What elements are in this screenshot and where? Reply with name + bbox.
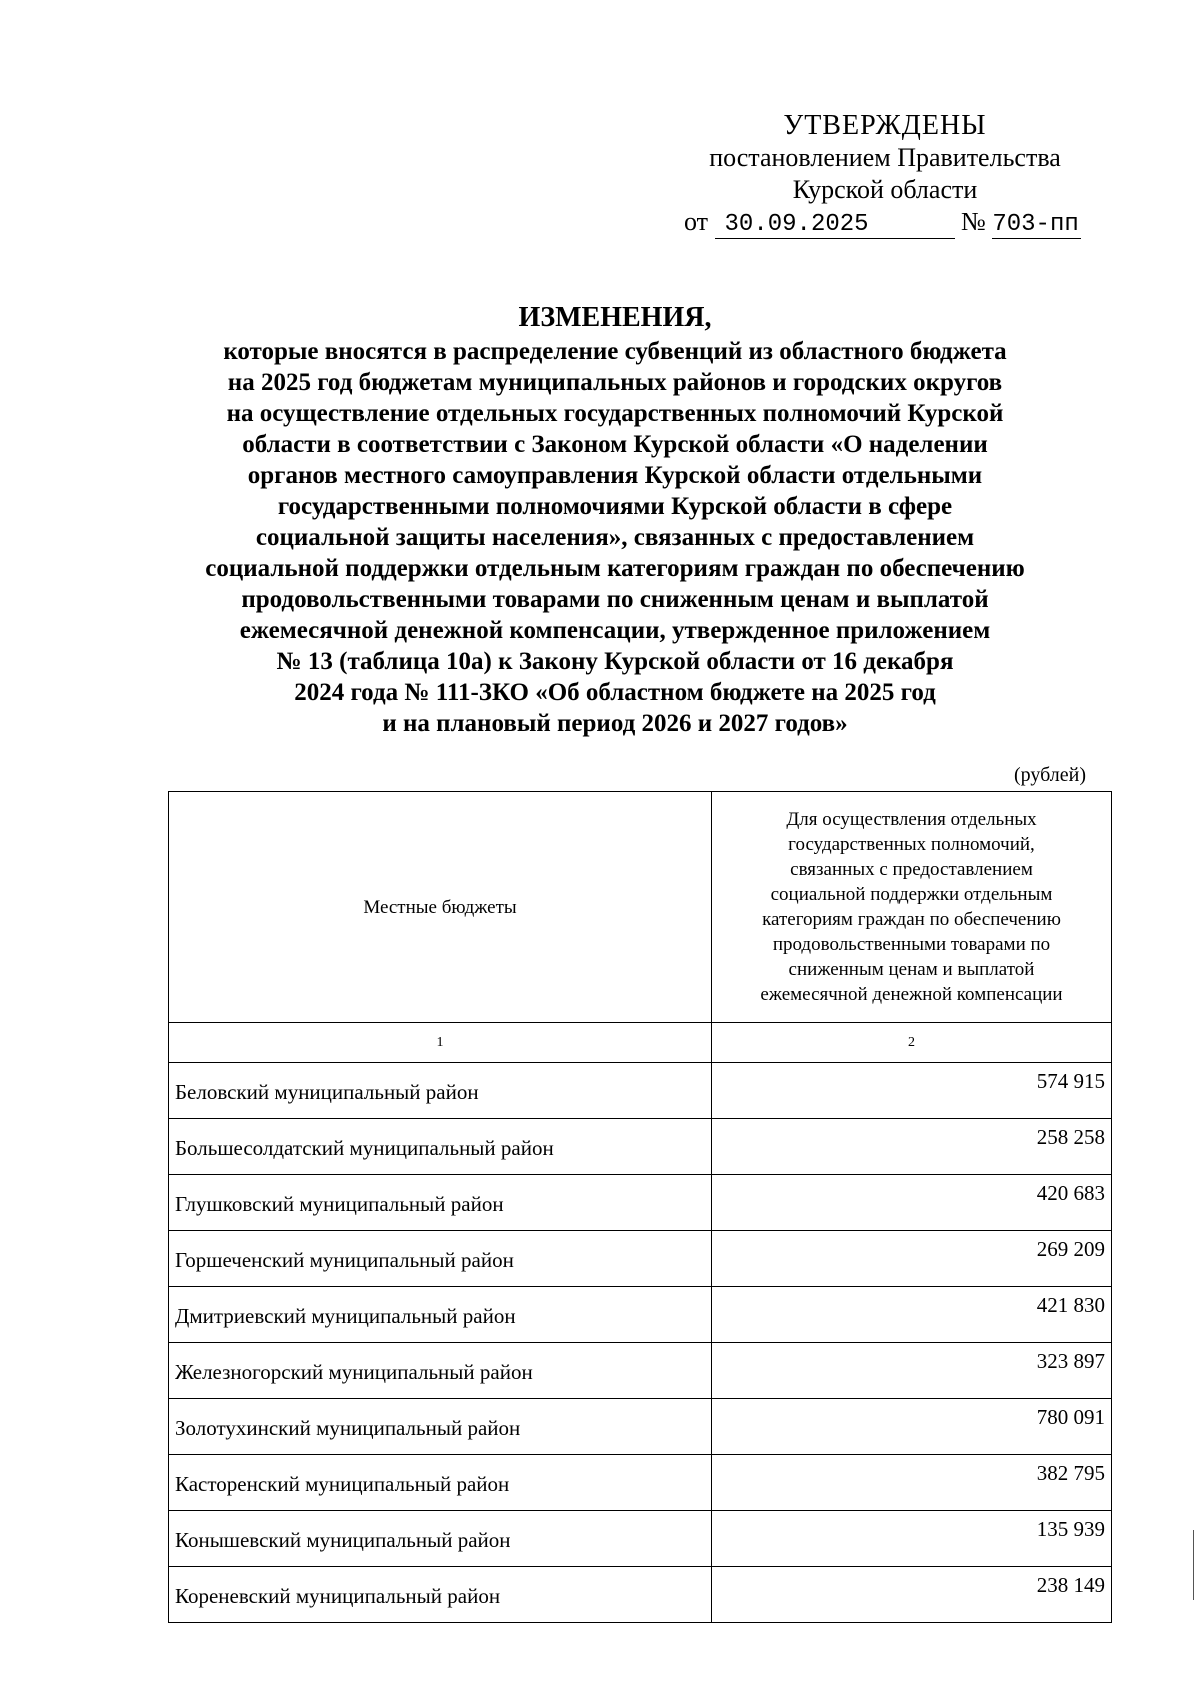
table-row xyxy=(169,1063,1112,1119)
budget-name: Дмитриевский муниципальный район xyxy=(169,1287,712,1343)
heading-line: 2024 года № 111-ЗКО «Об областном бюджете на 2025 год xyxy=(294,679,936,706)
budget-amount: 258 258 xyxy=(712,1119,1112,1175)
header-line: сниженным ценам и выплатой xyxy=(788,959,1035,980)
heading-line: социальной защиты населения», связанных с предоставлением xyxy=(255,524,975,551)
number-prefix: № xyxy=(961,207,986,236)
budget-name: Конышевский муниципальный район xyxy=(169,1511,712,1567)
column-number: 1 xyxy=(169,1023,712,1063)
table-row xyxy=(169,1119,1112,1175)
header-line: категориям граждан по обеспечению xyxy=(762,909,1061,930)
budget-name: Кореневский муниципальный район xyxy=(169,1567,712,1623)
date-prefix: от xyxy=(684,207,709,236)
approval-number: 703-пп xyxy=(992,211,1079,238)
heading-line: ежемесячной денежной компенсации, утвержденное приложением xyxy=(239,617,991,644)
table-row xyxy=(169,1287,1112,1343)
budget-amount: 420 683 xyxy=(712,1175,1112,1231)
column-number: 2 xyxy=(712,1023,1112,1063)
budget-table xyxy=(168,791,1112,1623)
document-heading xyxy=(150,300,1080,739)
budget-amount: 135 939 xyxy=(712,1511,1112,1567)
approval-stamp: УТВЕРЖДЕНЫ xyxy=(783,110,987,141)
heading-line: № 13 (таблица 10а) к Закону Курской области от 16 декабря xyxy=(276,648,954,675)
budget-name: Горшеченский муниципальный район xyxy=(169,1231,712,1287)
heading-line: социальной поддержки отдельным категориям граждан по обеспечению xyxy=(205,555,1025,582)
column-header-budgets: Местные бюджеты xyxy=(169,792,712,1023)
heading-line: органов местного самоуправления Курской области отдельными xyxy=(247,462,983,489)
scan-edge-mark xyxy=(1193,1530,1195,1600)
table-row xyxy=(169,1175,1112,1231)
approval-region: Курской области xyxy=(792,175,978,204)
budget-name: Беловский муниципальный район xyxy=(169,1063,712,1119)
budget-amount: 382 795 xyxy=(712,1455,1112,1511)
budget-amount: 269 209 xyxy=(712,1231,1112,1287)
column-number-row xyxy=(169,1023,1112,1063)
heading-line: на 2025 год бюджетам муниципальных районов и городских округов xyxy=(227,369,1003,396)
heading-line: которые вносятся в распределение субвенций из областного бюджета xyxy=(223,338,1007,365)
table-header-row xyxy=(169,792,1112,1023)
header-line: социальной поддержки отдельным xyxy=(770,884,1053,905)
table-row xyxy=(169,1511,1112,1567)
budget-amount: 780 091 xyxy=(712,1399,1112,1455)
table-row xyxy=(169,1231,1112,1287)
heading-body xyxy=(150,336,1080,739)
heading-line: продовольственными товарами по сниженным ценам и выплатой xyxy=(241,586,989,613)
budget-amount: 323 897 xyxy=(712,1343,1112,1399)
budget-name: Большесолдатский муниципальный район xyxy=(169,1119,712,1175)
table-row xyxy=(169,1455,1112,1511)
heading-line: области в соответствии с Законом Курской области «О наделении xyxy=(242,431,988,458)
unit-label: (рублей) xyxy=(1013,764,1086,786)
header-line: продовольственными товарами по xyxy=(772,934,1051,955)
budget-name: Глушковский муниципальный район xyxy=(169,1175,712,1231)
budget-name: Золотухинский муниципальный район xyxy=(169,1399,712,1455)
approval-block xyxy=(650,110,1120,239)
budget-amount: 574 915 xyxy=(712,1063,1112,1119)
heading-line: и на плановый период 2026 и 2027 годов» xyxy=(382,710,848,737)
approval-issuer: постановлением Правительства xyxy=(709,143,1061,172)
approval-date-line xyxy=(684,206,1120,239)
approval-date: 30.09.2025 xyxy=(715,212,955,239)
heading-title: ИЗМЕНЕНИЯ, xyxy=(518,302,712,333)
table-row xyxy=(169,1567,1112,1623)
heading-line: государственными полномочиями Курской области в сфере xyxy=(277,493,953,520)
header-line: Для осуществления отдельных xyxy=(786,809,1037,830)
header-line: связанных с предоставлением xyxy=(790,859,1033,880)
budget-amount: 421 830 xyxy=(712,1287,1112,1343)
header-line: государственных полномочий, xyxy=(788,834,1035,855)
table-row xyxy=(169,1343,1112,1399)
budget-amount: 238 149 xyxy=(712,1567,1112,1623)
table-row xyxy=(169,1399,1112,1455)
header-line: ежемесячной денежной компенсации xyxy=(760,984,1063,1005)
budget-name: Касторенский муниципальный район xyxy=(169,1455,712,1511)
column-header-purpose xyxy=(712,792,1112,1023)
heading-line: на осуществление отдельных государственных полномочий Курской xyxy=(226,400,1004,427)
budget-name: Железногорский муниципальный район xyxy=(169,1343,712,1399)
